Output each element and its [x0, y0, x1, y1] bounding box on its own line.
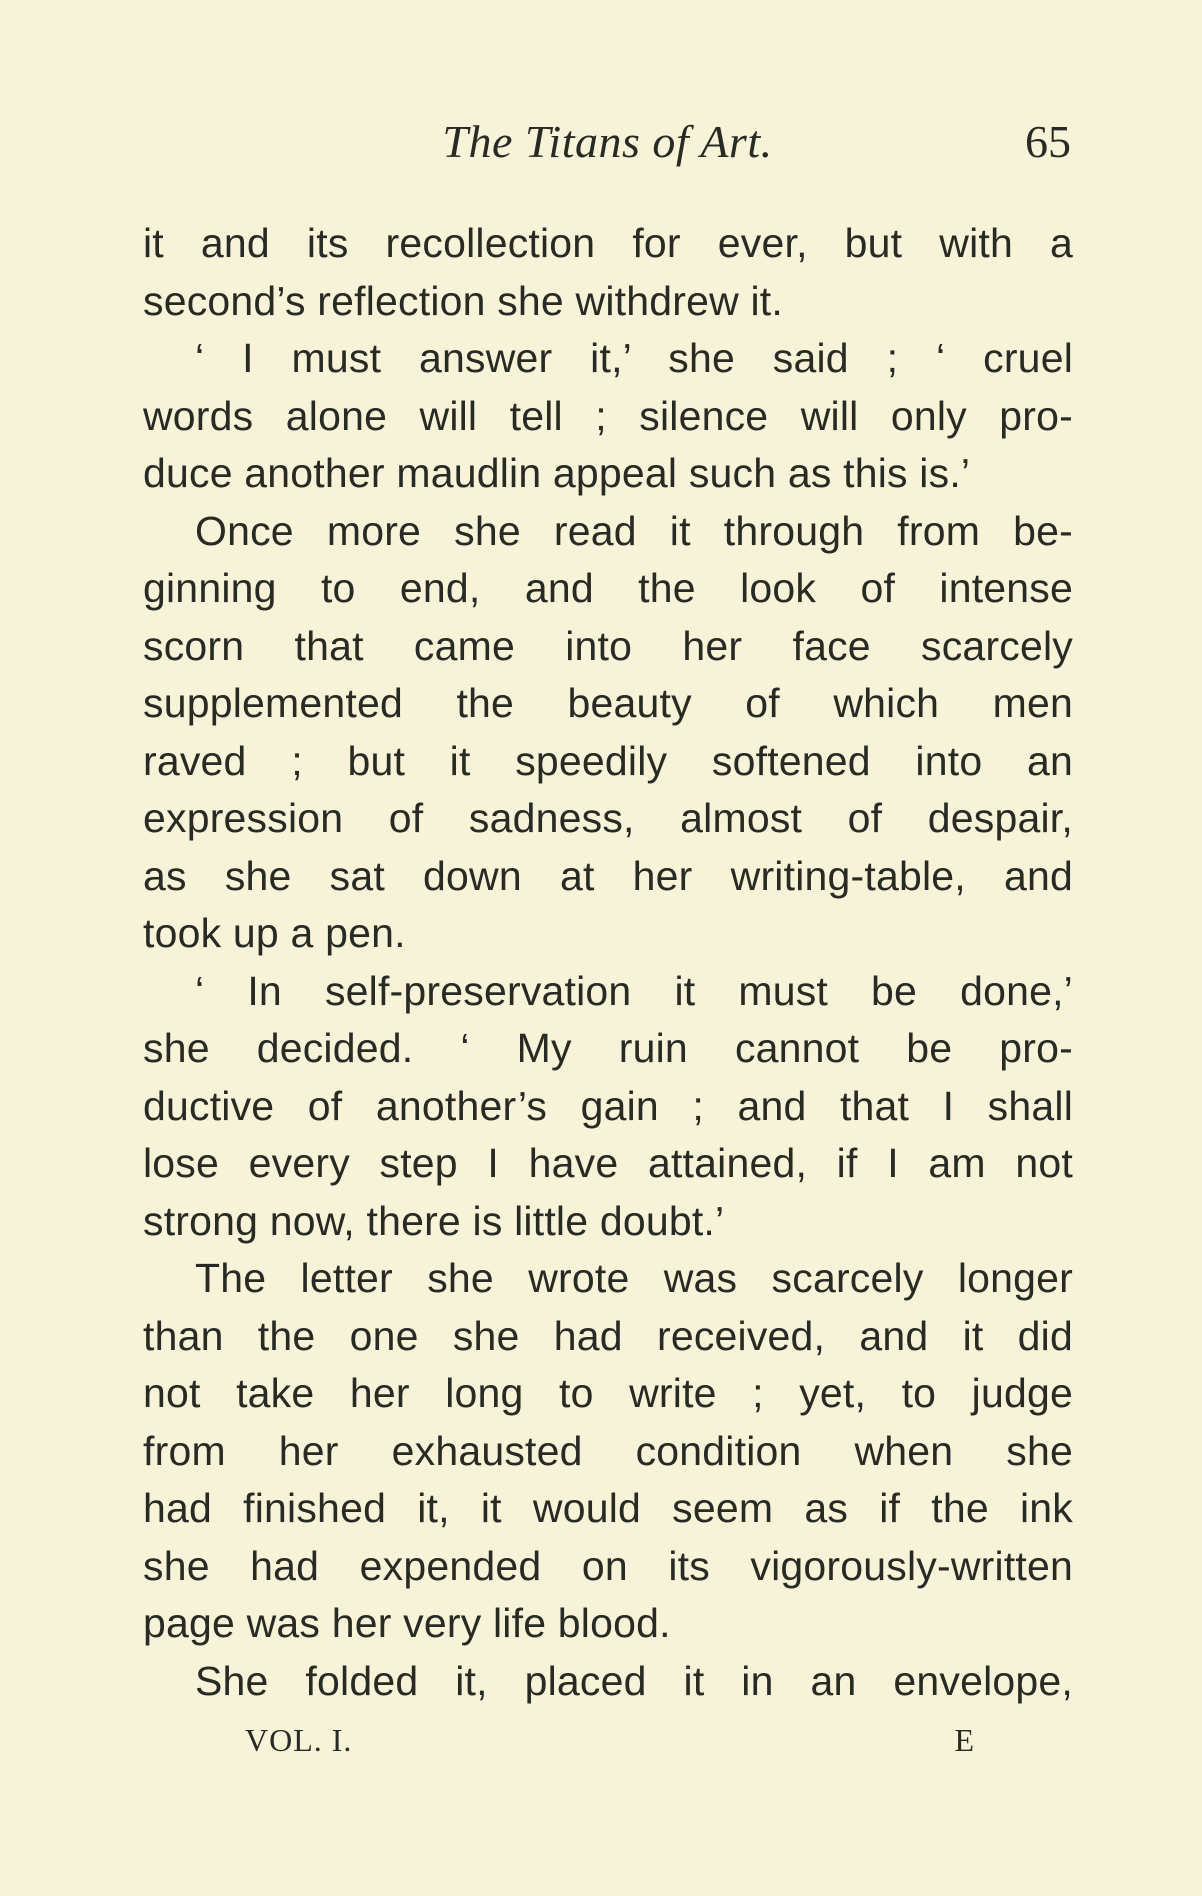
text-line: page was her very life blood.	[143, 1600, 671, 1646]
text-line: She folded it, placed it in an envelope,	[195, 1657, 1073, 1704]
text-line: words alone will tell ; silence will only pro-	[143, 392, 1073, 439]
page-footer	[245, 1715, 975, 1765]
text-line: took up a pen.	[143, 910, 406, 956]
text-line: she decided. ‘ My ruin cannot be pro-	[143, 1025, 1073, 1071]
text-line: than the one she had received, and it did	[143, 1312, 1073, 1359]
text-line: expression of sadness, almost of despair,	[143, 795, 1073, 841]
text-line: had finished it, it would seem as if the ink	[143, 1485, 1073, 1531]
text-line: ginning to end, and the look of intense	[143, 565, 1073, 611]
text-line: not take her long to write ; yet, to judge	[143, 1370, 1073, 1416]
volume-signature: VOL. I.	[245, 1722, 353, 1758]
text-line: supplemented the beauty of which men	[143, 680, 1073, 726]
text-line: raved ; but it speedily softened into an	[143, 737, 1073, 784]
text-line: from her exhausted condition when she	[143, 1427, 1073, 1474]
text-line: scorn that came into her face scarcely	[143, 622, 1073, 669]
page-number: 65	[1025, 116, 1071, 167]
text-line: The letter she wrote was scarcely longer	[195, 1255, 1073, 1301]
text-line: it and its recollection for ever, but with a	[143, 220, 1073, 266]
running-head	[140, 112, 1075, 172]
text-line: ductive of another’s gain ; and that I shall	[143, 1082, 1073, 1129]
gathering-signature: E	[954, 1722, 975, 1758]
text-line: ‘ I must answer it,’ she said ; ‘ cruel	[195, 335, 1073, 381]
running-title: The Titans of Art.	[442, 116, 773, 167]
text-line: Once more she read it through from be-	[195, 507, 1073, 554]
text-line: lose every step I have attained, if I am not	[143, 1140, 1073, 1186]
text-line: duce another maudlin appeal such as this is.’	[143, 450, 971, 496]
text-line: strong now, there is little doubt.’	[143, 1197, 725, 1244]
text-line: ‘ In self-preservation it must be done,’	[195, 967, 1073, 1014]
body-text	[143, 215, 1073, 1710]
text-line: as she sat down at her writing-table, and	[143, 852, 1073, 899]
text-line: second’s reflection she withdrew it.	[143, 277, 783, 324]
text-line: she had expended on its vigorously-written	[143, 1542, 1073, 1589]
